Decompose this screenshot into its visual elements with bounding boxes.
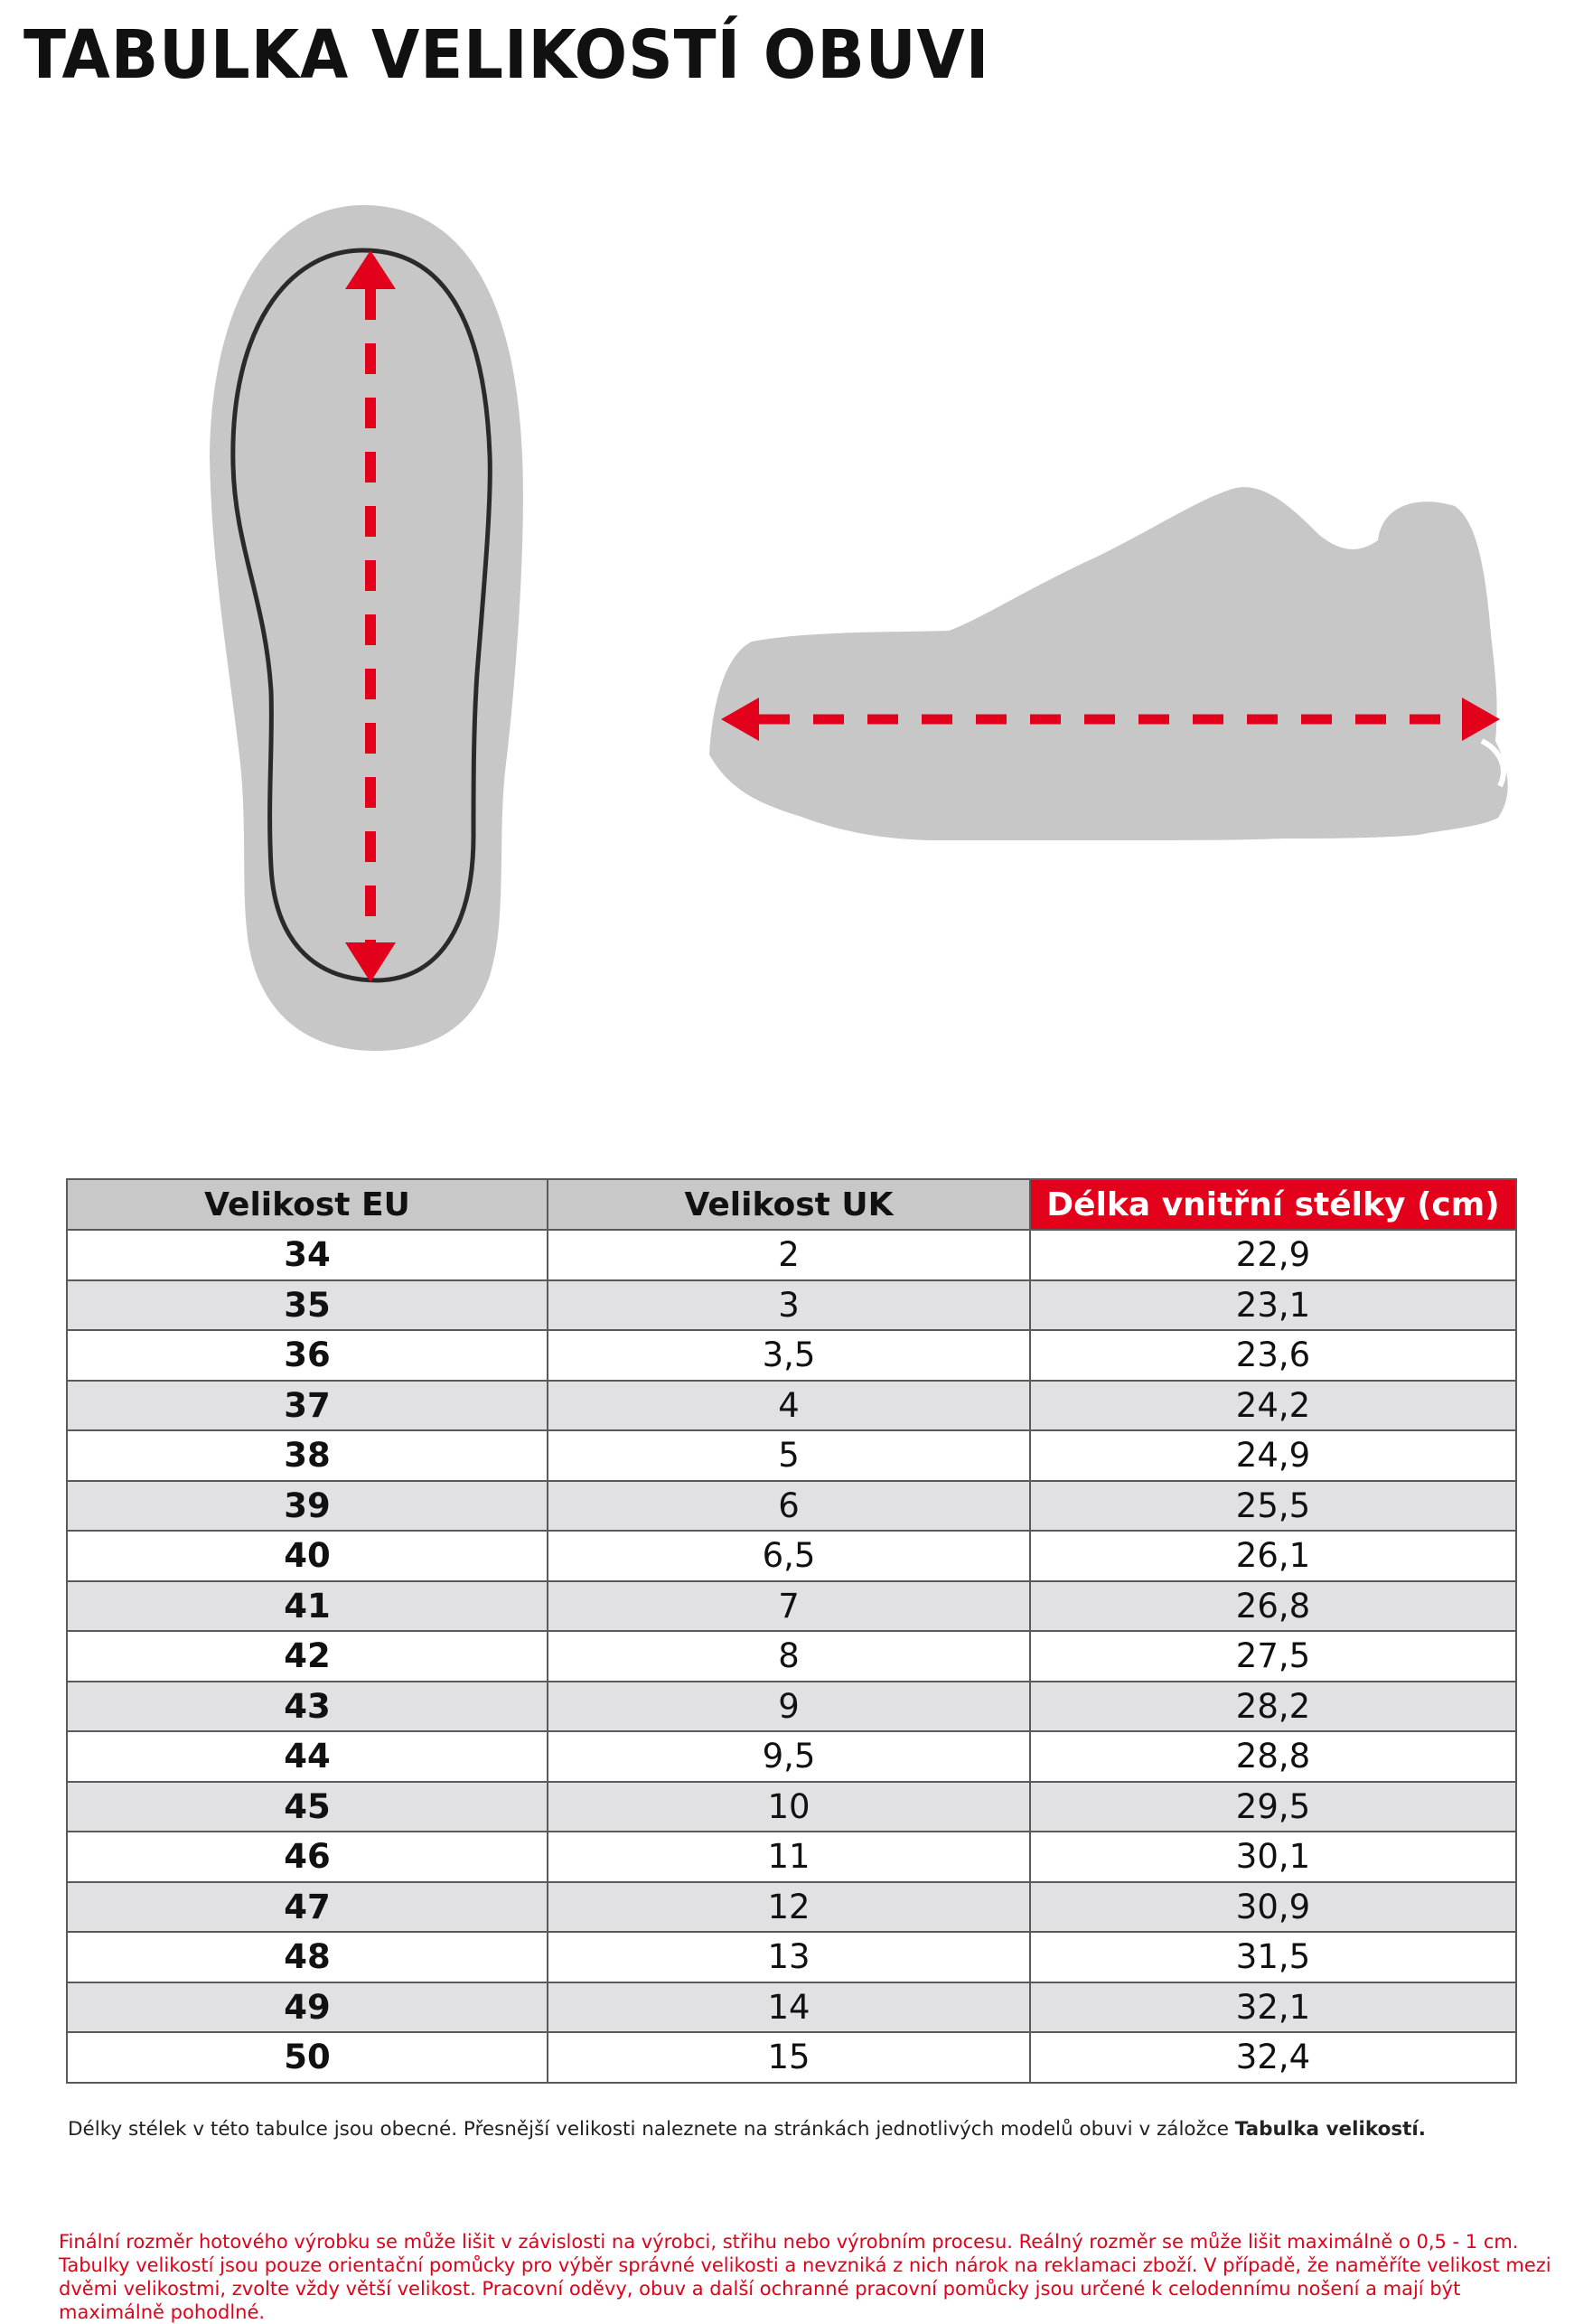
cell-uk: 4 [548, 1381, 1030, 1431]
size-table [66, 1178, 1517, 2084]
table-row [67, 1782, 1516, 1832]
cell-eu: 34 [67, 1230, 548, 1280]
cell-eu: 48 [67, 1932, 548, 1982]
cell-eu: 47 [67, 1882, 548, 1933]
cell-insole-length: 24,9 [1030, 1430, 1516, 1481]
table-row [67, 1581, 1516, 1632]
cell-eu: 42 [67, 1631, 548, 1682]
table-row [67, 1982, 1516, 2033]
cell-insole-length: 24,2 [1030, 1381, 1516, 1431]
cell-insole-length: 28,8 [1030, 1731, 1516, 1782]
header-eu: Velikost EU [67, 1179, 548, 1230]
cell-insole-length: 23,1 [1030, 1280, 1516, 1331]
cell-uk: 5 [548, 1430, 1030, 1481]
cell-insole-length: 26,1 [1030, 1531, 1516, 1581]
cell-eu: 43 [67, 1682, 548, 1732]
table-row [67, 1631, 1516, 1682]
header-insole-length: Délka vnitřní stélky (cm) [1030, 1179, 1516, 1230]
cell-uk: 6 [548, 1481, 1030, 1532]
cell-eu: 35 [67, 1280, 548, 1331]
table-row [67, 1481, 1516, 1532]
cell-uk: 7 [548, 1581, 1030, 1632]
cell-uk: 10 [548, 1782, 1030, 1832]
cell-eu: 36 [67, 1330, 548, 1381]
cell-uk: 3 [548, 1280, 1030, 1331]
disclaimer-line-2: Tabulky velikostí jsou pouze orientační pomůcky pro výběr správné velikosti a nevzniká z nich nárok na reklamaci zboží. V případě, že naměříte velikost mezi dvěmi velikostmi, zvolte vždy větší velikost. Pracovní oděvy, obuv a další ochranné pracovní pomůcky jsou určené k celodennímu nošení a mají být maximálně pohodlné. [59, 2254, 1551, 2323]
table-row [67, 2032, 1516, 2083]
cell-insole-length: 26,8 [1030, 1581, 1516, 1632]
disclaimer [59, 2230, 1559, 2324]
table-row [67, 1430, 1516, 1481]
cell-eu: 49 [67, 1982, 548, 2033]
cell-uk: 6,5 [548, 1531, 1030, 1581]
shoe-silhouette [709, 487, 1508, 840]
table-row [67, 1682, 1516, 1732]
cell-eu: 50 [67, 2032, 548, 2083]
table-note [68, 2118, 1426, 2141]
cell-insole-length: 25,5 [1030, 1481, 1516, 1532]
table-row [67, 1531, 1516, 1581]
cell-insole-length: 27,5 [1030, 1631, 1516, 1682]
cell-insole-length: 32,1 [1030, 1982, 1516, 2033]
cell-uk: 8 [548, 1631, 1030, 1682]
cell-eu: 37 [67, 1381, 548, 1431]
cell-eu: 45 [67, 1782, 548, 1832]
note-text: Délky stélek v této tabulce jsou obecné. Přesnější velikosti naleznete na stránkách jednotlivých modelů obuvi v záložce [68, 2118, 1235, 2141]
cell-uk: 3,5 [548, 1330, 1030, 1381]
cell-insole-length: 31,5 [1030, 1932, 1516, 1982]
cell-insole-length: 22,9 [1030, 1230, 1516, 1280]
page-title: TABULKA VELIKOSTÍ OBUVI [23, 16, 990, 94]
cell-eu: 46 [67, 1832, 548, 1882]
cell-eu: 38 [67, 1430, 548, 1481]
table-row [67, 1832, 1516, 1882]
cell-uk: 12 [548, 1882, 1030, 1933]
table-row [67, 1280, 1516, 1331]
table-row [67, 1731, 1516, 1782]
cell-insole-length: 23,6 [1030, 1330, 1516, 1381]
table-row [67, 1330, 1516, 1381]
cell-eu: 40 [67, 1531, 548, 1581]
cell-eu: 44 [67, 1731, 548, 1782]
cell-eu: 41 [67, 1581, 548, 1632]
shoe-length-icon [705, 470, 1518, 849]
cell-uk: 9,5 [548, 1731, 1030, 1782]
insole-length-icon [208, 203, 533, 1053]
table-row [67, 1381, 1516, 1431]
cell-uk: 9 [548, 1682, 1030, 1732]
disclaimer-line-1: Finální rozměr hotového výrobku se může lišit v závislosti na výrobci, střihu nebo výrobním procesu. Reálný rozměr se může lišit maximálně o 0,5 - 1 cm. [59, 2231, 1519, 2253]
cell-uk: 15 [548, 2032, 1030, 2083]
cell-insole-length: 30,9 [1030, 1882, 1516, 1933]
cell-insole-length: 30,1 [1030, 1832, 1516, 1882]
cell-uk: 11 [548, 1832, 1030, 1882]
cell-uk: 13 [548, 1932, 1030, 1982]
table-row [67, 1932, 1516, 1982]
cell-eu: 39 [67, 1481, 548, 1532]
cell-insole-length: 28,2 [1030, 1682, 1516, 1732]
header-uk: Velikost UK [548, 1179, 1030, 1230]
note-link-label: Tabulka velikostí. [1234, 2118, 1426, 2141]
cell-insole-length: 32,4 [1030, 2032, 1516, 2083]
cell-insole-length: 29,5 [1030, 1782, 1516, 1832]
table-row [67, 1882, 1516, 1933]
cell-uk: 2 [548, 1230, 1030, 1280]
table-body [67, 1230, 1516, 2083]
cell-uk: 14 [548, 1982, 1030, 2033]
table-row [67, 1230, 1516, 1280]
table-header-row [67, 1179, 1516, 1230]
